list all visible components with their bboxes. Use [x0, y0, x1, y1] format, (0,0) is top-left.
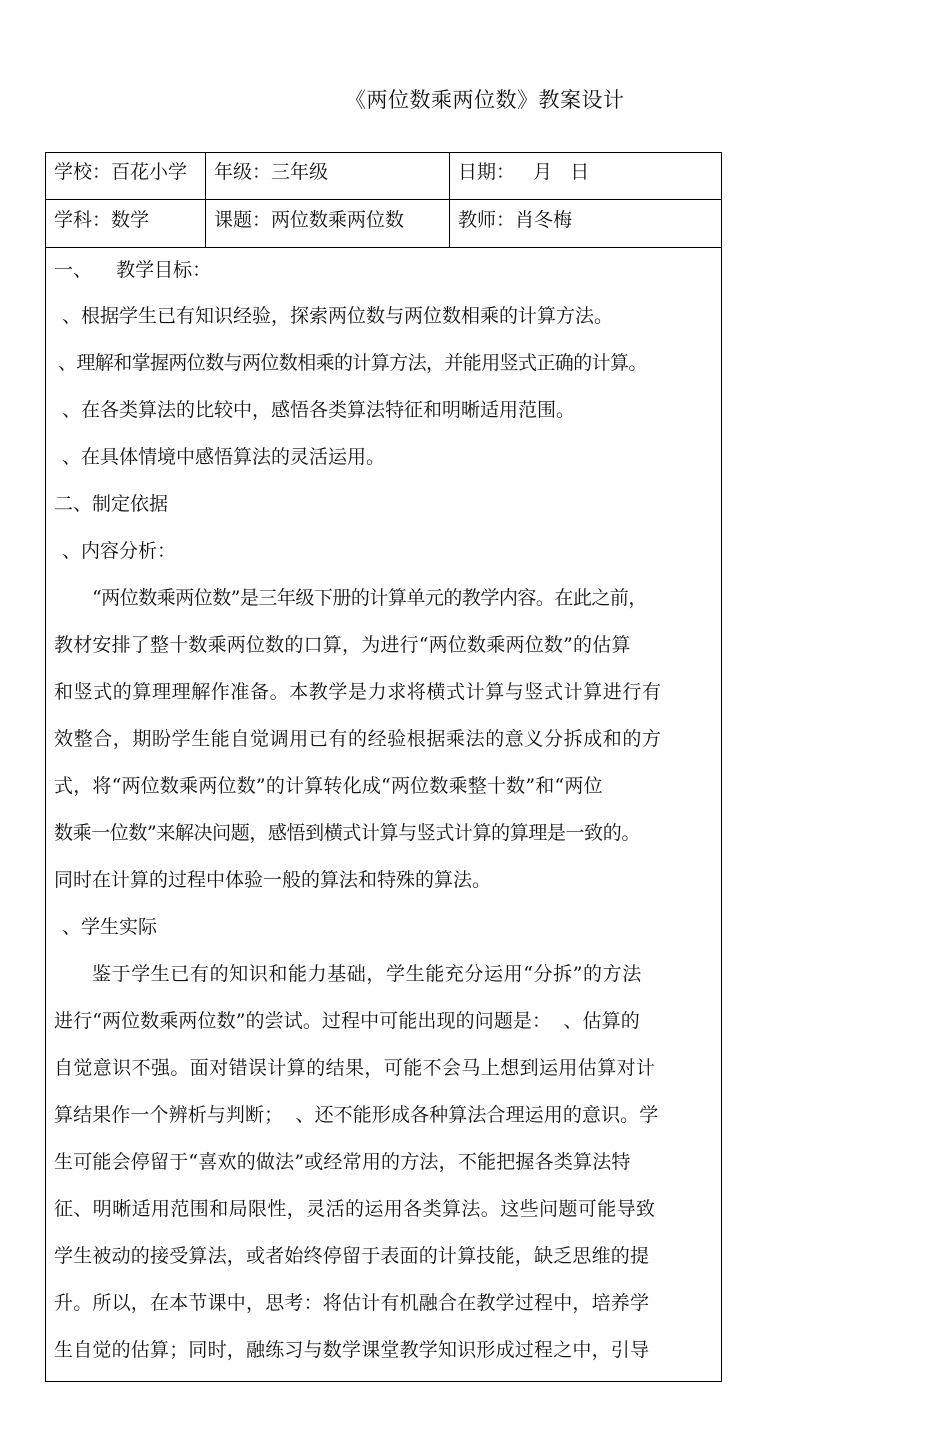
- lesson-plan-table: [45, 152, 722, 1382]
- grade-cell: 年级：三年级: [214, 161, 329, 183]
- student-paragraph-line: 算结果作一个辨析与判断； 、还不能形成各种算法合理运用的意识。学: [54, 1104, 659, 1126]
- date-cell: 日期： 月 日: [458, 161, 590, 183]
- section-basis-title: 二、制定依据: [54, 493, 169, 515]
- student-paragraph-line: 升。所以，在本节课中，思考：将估计有机融合在教学过程中，培养学: [54, 1292, 650, 1314]
- subject-cell: 学科：数学: [54, 209, 150, 231]
- student-paragraph-line: 生可能会停留于“喜欢的做法”或经常用的方法，不能把握各类算法特: [54, 1151, 631, 1173]
- header-row-divider: [46, 199, 721, 200]
- content-paragraph-line: 效整合，期盼学生能自觉调用已有的经验根据乘法的意义分拆成和的方: [54, 728, 662, 750]
- content-paragraph-line: “两位数乘两位数”是三年级下册的计算单元的教学内容。在此之前，: [92, 587, 647, 609]
- content-paragraph-line: 数乘一位数”来解决问题，感悟到横式计算与竖式计算的算理是一致的。: [54, 822, 640, 844]
- content-paragraph-line: 和竖式的算理理解作准备。本教学是力求将横式计算与竖式计算进行有: [54, 681, 662, 703]
- topic-cell: 课题：两位数乘两位数: [214, 209, 405, 231]
- document-title: 《两位数乘两位数》教案设计: [345, 88, 625, 112]
- student-situation-title: 、学生实际: [62, 916, 158, 938]
- teacher-cell: 教师：肖冬梅: [458, 209, 573, 231]
- section-teaching-goals-title: 一、 教学目标：: [54, 259, 212, 281]
- content-paragraph-line: 教材安排了整十数乘两位数的口算，为进行“两位数乘两位数”的估算: [54, 634, 631, 656]
- header-bottom-divider: [46, 247, 721, 248]
- student-paragraph-line: 自觉意识不强。面对错误计算的结果，可能不会马上想到运用估算对计: [54, 1057, 656, 1079]
- content-analysis-title: 、内容分析：: [62, 540, 177, 562]
- goal-item-3: 、在各类算法的比较中，感悟各类算法特征和明晰适用范围。: [62, 399, 576, 421]
- student-paragraph-line: 进行“两位数乘两位数”的尝试。过程中可能出现的问题是： 、估算的: [54, 1010, 640, 1032]
- content-paragraph-line: 式，将“两位数乘两位数”的计算转化成“两位数乘整十数”和“两位: [54, 775, 603, 797]
- header-column-divider-2: [449, 153, 450, 247]
- goal-item-1: 、根据学生已有知识经验，探索两位数与两位数相乘的计算方法。: [62, 305, 614, 327]
- content-paragraph-line: 同时在计算的过程中体验一般的算法和特殊的算法。: [54, 869, 492, 891]
- goal-item-2: 、理解和掌握两位数与两位数相乘的计算方法，并能用竖式正确的计算。: [58, 352, 647, 374]
- goal-item-4: 、在具体情境中感悟算法的灵活运用。: [62, 446, 386, 468]
- student-paragraph-line: 生自觉的估算；同时，融练习与数学课堂教学知识形成过程之中，引导: [54, 1339, 650, 1361]
- student-paragraph-line: 征、明晰适用范围和局限性，灵活的运用各类算法。这些问题可能导致: [54, 1198, 656, 1220]
- student-paragraph-line: 学生被动的接受算法，或者始终停留于表面的计算技能，缺乏思维的提: [54, 1245, 650, 1267]
- student-paragraph-line: 鉴于学生已有的知识和能力基础，学生能充分运用“分拆”的方法: [92, 963, 642, 985]
- school-cell: 学校：百花小学: [54, 161, 188, 183]
- header-column-divider-1: [205, 153, 206, 247]
